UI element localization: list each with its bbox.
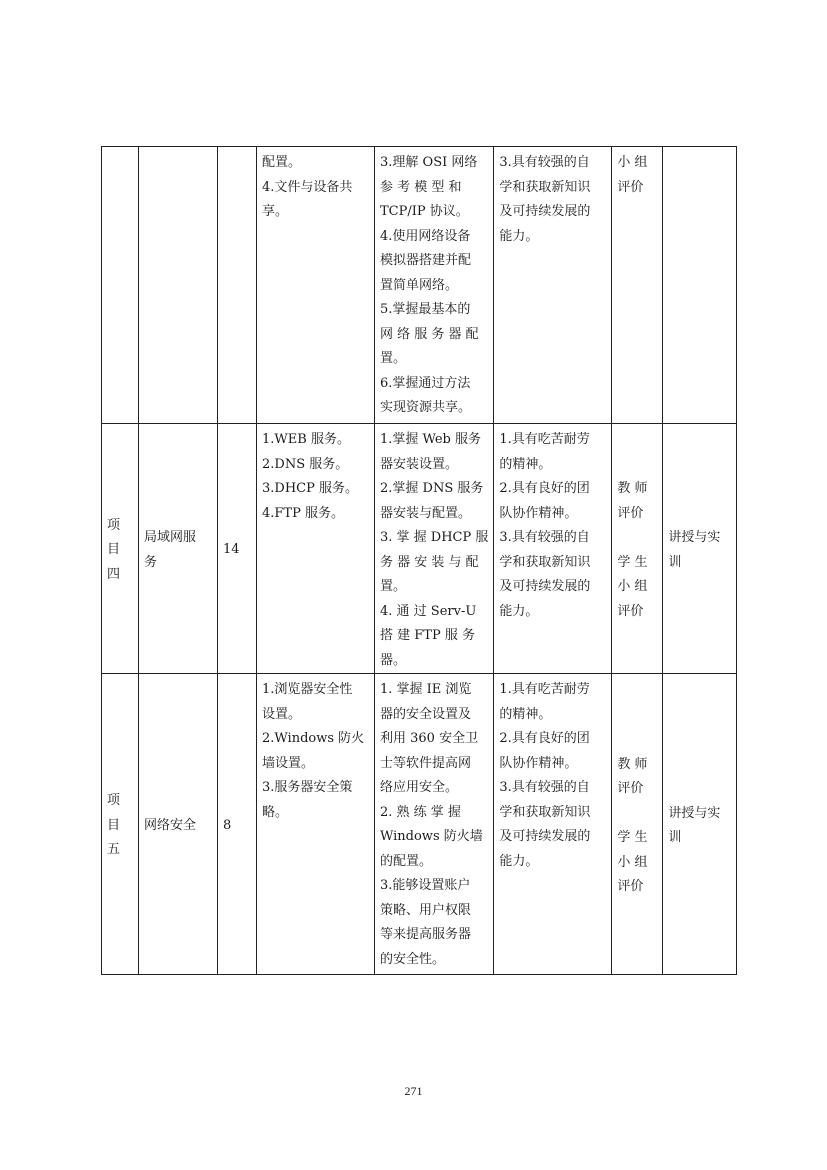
quality-line: 的精神。 bbox=[499, 456, 552, 472]
hours-value: 14 bbox=[223, 542, 240, 558]
method-line: 讲授与实 bbox=[668, 530, 721, 545]
project-cell bbox=[102, 147, 139, 424]
method-cell bbox=[663, 674, 737, 975]
name-cell bbox=[139, 147, 218, 424]
quality-line: 能力。 bbox=[499, 228, 539, 244]
project-label: 项 bbox=[107, 793, 121, 809]
quality-line: 及可持续发展的 bbox=[499, 204, 591, 219]
quality-line: 及可持续发展的 bbox=[499, 579, 591, 594]
knowledge-line: 1. 掌握 IE 浏览 bbox=[380, 682, 472, 697]
hours-cell bbox=[218, 674, 257, 975]
name-line: 务 bbox=[144, 554, 158, 570]
knowledge-line: 5.掌握最基本的 bbox=[380, 302, 471, 317]
hours-cell bbox=[218, 424, 257, 674]
knowledge-line: 3.理解 OSI 网络 bbox=[380, 155, 478, 170]
evaluation-cell bbox=[612, 674, 663, 975]
content-line: 设置。 bbox=[262, 706, 302, 722]
table-row bbox=[102, 424, 737, 674]
project-label: 五 bbox=[107, 842, 121, 858]
content-line: 4.FTP 服务。 bbox=[262, 505, 344, 521]
knowledge-line: 1.掌握 Web 服务 bbox=[380, 432, 481, 447]
hours-cell bbox=[218, 147, 257, 424]
knowledge-line: 策略、用户权限 bbox=[380, 902, 472, 918]
project-label: 项 bbox=[107, 517, 121, 533]
evaluation-line: 教 师 bbox=[617, 756, 648, 772]
content-line: 墙设置。 bbox=[262, 755, 315, 771]
content-cell bbox=[257, 674, 375, 975]
quality-line: 2.具有良好的团 bbox=[499, 731, 590, 746]
knowledge-line: 络应用安全。 bbox=[380, 780, 459, 795]
method-line: 训 bbox=[668, 830, 682, 845]
evaluation-line: 学 生 bbox=[617, 554, 648, 570]
knowledge-line: 器。 bbox=[380, 652, 407, 668]
evaluation-cell bbox=[612, 147, 663, 424]
name-line: 局域网服 bbox=[144, 530, 197, 545]
content-line: 1.浏览器安全性 bbox=[262, 682, 353, 697]
content-line: 2.Windows 防火 bbox=[262, 731, 365, 746]
knowledge-line: 4. 通 过 Serv-U bbox=[380, 603, 477, 619]
quality-line: 学和获取新知识 bbox=[499, 804, 591, 820]
method-cell bbox=[663, 147, 737, 424]
knowledge-line: 置简单网络。 bbox=[380, 277, 459, 293]
knowledge-cell bbox=[375, 674, 494, 975]
content-line: 配置。 bbox=[262, 155, 302, 170]
content-line: 1.WEB 服务。 bbox=[262, 432, 350, 447]
evaluation-spacer bbox=[617, 526, 657, 551]
name-line: 网络安全 bbox=[144, 817, 197, 833]
quality-line: 3.具有较强的自 bbox=[499, 530, 590, 545]
knowledge-line: 的安全性。 bbox=[380, 951, 446, 967]
knowledge-line: 网 络 服 务 器 配 bbox=[380, 326, 479, 342]
knowledge-line: 器安装设置。 bbox=[380, 456, 459, 472]
project-label: 目 bbox=[107, 542, 121, 558]
knowledge-line: 参 考 模 型 和 bbox=[380, 179, 462, 195]
content-line: 享。 bbox=[262, 204, 289, 219]
content-line: 4.文件与设备共 bbox=[262, 179, 353, 195]
table-row bbox=[102, 147, 737, 424]
knowledge-line: 3. 掌 握 DHCP 服 bbox=[380, 530, 489, 545]
method-line: 训 bbox=[668, 554, 682, 570]
page-number: 271 bbox=[404, 1084, 423, 1098]
quality-line: 学和获取新知识 bbox=[499, 179, 591, 195]
quality-line: 3.具有较强的自 bbox=[499, 155, 590, 170]
quality-line: 2.具有良好的团 bbox=[499, 481, 590, 496]
knowledge-line: 模拟器搭建并配 bbox=[380, 253, 472, 268]
content-line: 略。 bbox=[262, 804, 289, 820]
quality-cell bbox=[494, 147, 612, 424]
knowledge-line: 等来提高服务器 bbox=[380, 927, 472, 942]
quality-line: 学和获取新知识 bbox=[499, 554, 591, 570]
knowledge-line: 器安装与配置。 bbox=[380, 505, 472, 521]
knowledge-line: 实现资源共享。 bbox=[380, 400, 472, 415]
quality-line: 队协作精神。 bbox=[499, 505, 578, 521]
knowledge-line: 2. 熟 练 掌 握 bbox=[380, 804, 461, 820]
evaluation-line: 评价 bbox=[617, 879, 644, 894]
knowledge-line: 4.使用网络设备 bbox=[380, 228, 471, 244]
evaluation-line: 小 组 bbox=[617, 155, 648, 170]
content-cell bbox=[257, 424, 375, 674]
evaluation-cell bbox=[612, 424, 663, 674]
evaluation-line: 小 组 bbox=[617, 854, 648, 870]
name-cell bbox=[139, 424, 218, 674]
knowledge-line: TCP/IP 协议。 bbox=[380, 204, 469, 219]
quality-cell bbox=[494, 424, 612, 674]
evaluation-line: 教 师 bbox=[617, 481, 648, 496]
content-line: 2.DNS 服务。 bbox=[262, 456, 349, 472]
quality-cell bbox=[494, 674, 612, 975]
knowledge-line: 3.能够设置账户 bbox=[380, 878, 471, 893]
knowledge-cell bbox=[375, 424, 494, 674]
evaluation-line: 评价 bbox=[617, 603, 644, 619]
project-cell bbox=[102, 674, 139, 975]
evaluation-line: 评价 bbox=[617, 179, 644, 195]
knowledge-line: 士等软件提高网 bbox=[380, 755, 472, 771]
quality-line: 队协作精神。 bbox=[499, 755, 578, 771]
quality-line: 的精神。 bbox=[499, 706, 552, 722]
knowledge-line: 器的安全设置及 bbox=[380, 706, 472, 722]
method-cell bbox=[663, 424, 737, 674]
project-label: 目 bbox=[107, 817, 121, 833]
project-cell bbox=[102, 424, 139, 674]
knowledge-line: 搭 建 FTP 服 务 bbox=[380, 628, 475, 643]
evaluation-line: 学 生 bbox=[617, 830, 648, 845]
content-line: 3.服务器安全策 bbox=[262, 780, 353, 795]
content-line: 3.DHCP 服务。 bbox=[262, 481, 358, 496]
method-line: 讲授与实 bbox=[668, 805, 721, 821]
evaluation-line: 评价 bbox=[617, 505, 644, 521]
quality-line: 1.具有吃苦耐劳 bbox=[499, 682, 590, 697]
knowledge-line: 置。 bbox=[380, 351, 407, 366]
quality-line: 能力。 bbox=[499, 853, 539, 869]
quality-line: 能力。 bbox=[499, 603, 539, 619]
project-label: 四 bbox=[107, 566, 121, 582]
knowledge-line: 2.掌握 DNS 服务 bbox=[380, 481, 484, 496]
hours-value: 8 bbox=[223, 817, 232, 833]
table-row bbox=[102, 674, 737, 975]
knowledge-line: 利用 360 安全卫 bbox=[380, 731, 479, 746]
course-table bbox=[101, 146, 737, 975]
knowledge-cell bbox=[375, 147, 494, 424]
knowledge-line: 务 器 安 装 与 配 bbox=[380, 554, 479, 570]
knowledge-line: 置。 bbox=[380, 579, 407, 594]
evaluation-spacer bbox=[617, 802, 657, 827]
knowledge-line: 的配置。 bbox=[380, 853, 433, 869]
knowledge-line: Windows 防火墙 bbox=[380, 829, 483, 844]
content-cell bbox=[257, 147, 375, 424]
name-cell bbox=[139, 674, 218, 975]
evaluation-line: 小 组 bbox=[617, 579, 648, 594]
evaluation-line: 评价 bbox=[617, 781, 644, 796]
quality-line: 1.具有吃苦耐劳 bbox=[499, 432, 590, 447]
knowledge-line: 6.掌握通过方法 bbox=[380, 375, 471, 391]
quality-line: 及可持续发展的 bbox=[499, 829, 591, 844]
quality-line: 3.具有较强的自 bbox=[499, 780, 590, 795]
